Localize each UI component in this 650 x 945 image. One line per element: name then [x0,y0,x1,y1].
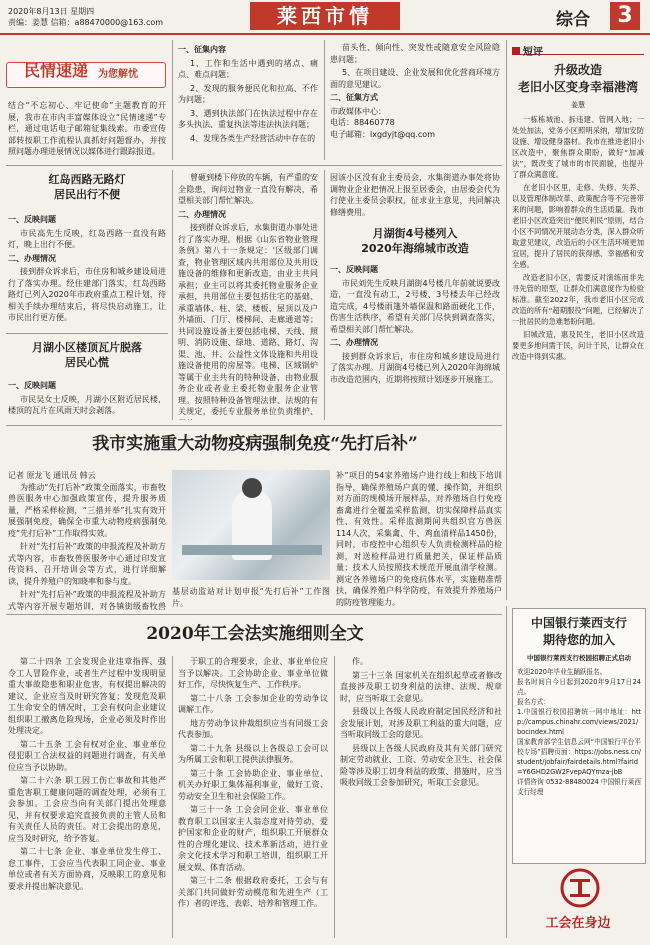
story2-sub2: 二、办理情况 [178,209,226,219]
collection-p3: 3、遇到执法部门在执法过程中存在多头执法、重复执法等违法执法问题； [178,108,318,129]
story1-title: 红岛西路无路灯 居民出行不便 [48,173,126,201]
story2-p2: 曾砸到楼下停放的车辆，有严重的安全隐患，询问过物业一直没有解决，希望相关部门帮忙解决。 [178,173,318,205]
main-story-title: 我市实施重大动物疫病强制免疫“先打后补” [92,434,418,454]
collection-p1: 1、工作和生活中遇到的堵点、痛点、难点问题； [178,58,318,79]
story2-body [8,378,166,419]
story1-p1: 市民高先生反映，红岛西路一直没有路灯，晚上出行不便。 [8,228,166,249]
union-logo-icon [560,868,600,908]
collection-p6: 5、在项目建设、企业发展和优化营商环境方面的意见建议。 [330,68,500,89]
collection-content [178,42,318,146]
photo-caption-2: 基层动监站对计划申报“先打后补” [172,587,304,596]
main-story-p2: 针对“先打后补”政策的申报流程及补助方式等内容，市畜牧兽医服务中心通过印发宣传资料、召开培训会等方式，进行详细解读，提升养殖户的知晓率和参与度。 [8,542,166,586]
story3-title: 月湖街4号楼列入 2020年海绵城市改造 [361,227,469,255]
law-art28: 第二十八条 工会参加企业的劳动争议调解工作。 [178,693,328,714]
law-art25: 第二十五条 工会有权对企业、事业单位侵犯职工合法权益的问题进行调查，有关单位应当予以协助。 [8,739,166,772]
law-c2p3: 地方劳动争议仲裁组织应当有同级工会代表参加。 [178,718,328,739]
photo-caption [172,586,330,609]
law-art27: 第二十七条 企业、事业单位发生停工、怠工事件，工会应当代表职工同企业、事业单位或者有关方面协商，反映职工的意见和要求并提出解决意见。 [8,847,166,891]
law-art26: 第二十六条 职工因工伤亡事故和其他严重危害职工健康问题的调查处理，必须有工会参加。工会应当向有关部门提出处理意见，并有权要求追究直接负责的主管人员和有关责任人员的责任。对工会提出的意见，应当及时研究，给予答复。 [8,776,166,843]
commentary-p2: 在老旧小区里，走修、失修、失养、以及管理体制改革、政策配合等不完善带来的问题，影响着群众的生活质量。我市老旧小区改造突出“便民利民”原则，结合小区不同情况开展动态分类，深入群众听取意见建议，改造后的小区生活环境更加宜居，提升了居民的获得感、幸福感和安全感。 [512,183,644,269]
law-art31: 第三十一条 工会会同企业、事业单位教育职工以国家主人翁态度对待劳动，爱护国家和企业的财产，组织职工开展群众性的合理化建议、技术革新活动，进行业余文化技术学习和职工培训，组织职工开展文娱、体育活动。 [178,805,328,872]
story3-body [330,262,500,420]
commentary-p3: 改造老旧小区，需要反对演练而非先寻先管的原型，让群众们满意度作为检验标准。截至2022年，我市老旧小区完成改造的所有“超期服役”问题，已经解决了一批居民的急难愁盼问题。 [512,273,644,326]
story2-sub1: 一、反映问题 [8,381,56,390]
law-title: 2020年工会法实施细则全文 [146,624,364,644]
page-number: 3 [610,2,640,30]
story1-sub1: 一、反映问题 [8,215,56,224]
bank-ad-subtitle: 中国银行莱西支行校园招聘正式启动 [527,654,631,662]
collection-p2: 2、发现的服务便民化和拉高、不作为问题； [178,83,318,104]
law-art33: 第三十三条 国家机关在组织起草或者修改直接涉及职工切身利益的法律、法规、规章时，应当听取工会意见。 [340,670,502,703]
law-c2p1: 于职工的合理要求，企业、事业单位应当予以解决。工会协助企业、事业单位做好工作，尽快恢复生产、工作秩序。 [178,657,328,689]
law-art32: 第三十二条 根据政府委托，工会与有关部门共同做好劳动模范和先进生产（工作）者的评选、表彰、培养和管理工作。 [178,876,328,908]
law-c3p3: 县级以上各级人民政府制定国民经济和社会发展计划，对涉及职工利益的重大问题，应当听取同级工会的意见。 [340,707,502,739]
commentary-body [512,114,644,598]
banner-title: 民情速递 [24,61,89,80]
law-c3p1: 作。 [352,657,368,666]
union-slogan: 工会在身边 [545,916,611,931]
story3-p1: 市民刘先生反映月湖街4号楼几年前就说要改造，一直没有动工，2号楼、3号楼去年已经改造完成，4号楼雨篷外墙保温和路面硬化工作，伤害生活秩序，希望有关部门尽快到调查落实，希望相关部门帮忙解决。 [330,278,500,334]
commentary-author: 姜慧 [571,101,585,109]
bank-ad-p6: 详情咨询 0532-88480024 中国银行莱西支行经理 [517,778,641,796]
commentary-tag: 短评 [523,47,543,58]
collection-sub1: 一、征集内容 [178,45,226,54]
story1-p2: 接到群众诉求后，市住房和城乡建设局进行了落实办理。经住建部门落实，红岛西路路灯已列入2020年市政府重点工程计划，待相关手续办理结束后，将尽快启动施工，让市民出行更方便。 [8,267,166,322]
masthead-box [250,2,400,30]
main-story-byline: 记者 原龙飞 通讯员 韩云 [8,471,96,480]
commentary-tag-bar [512,40,644,58]
bank-ad-p5: 国家教育部学生信息云网“中国银行平台平校专场”招聘页面：https://jobs.ness.cn/student/jobfair/fairdetails.html?fairId=Y6GHD2GW2FvepAQYmza-jbB [517,738,641,776]
story3-sub1: 一、反映问题 [330,265,378,274]
bank-ad-title: 中国银行莱西支行 期待您的加入 [530,616,627,647]
story1-sub2: 二、办理情况 [8,253,56,263]
header-rule [0,33,650,35]
method-sub: 二、征集方式 [330,93,378,102]
masthead-title: 莱西市情 [277,4,373,28]
story2-title: 月湖小区楼顶瓦片脱落 居民心慌 [32,341,142,369]
email-address: lxgdyjt@qq.com [370,129,435,139]
commentary-title: 升级改造 老旧小区变身幸福港湾 [517,63,638,94]
bank-ad-body [513,667,645,797]
law-art24: 第二十四条 工会发现企业违章指挥、强令工人冒险作业，或者生产过程中发现明显重大事故隐患和职业危害，有权提出解决的建议，企业应当及时研究答复；发现危及职工生命安全的情况时，工会有权向企业建议组织职工撤离危险现场，企业必须及时作出处理决定。 [8,657,166,735]
bank-ad [512,608,646,864]
media-center-label: 市政媒体中心： [330,106,386,116]
collection-method [330,42,500,140]
bank-ad-p2: 报名时间自今日起到2020年9月17日24点。 [517,678,641,696]
lab-photo [172,470,330,580]
bank-ad-p3: 报名方式： [517,698,550,706]
issue-date: 2020年8月13日 星期四 [8,7,95,16]
banner-subtitle: 为您解忧 [98,69,138,80]
commentary-p1: 一栋栋城池、拆违建、管网入地；一处处加法，党务小区照明采纳，增加安防设施、增设健身器材。我市在推进老旧小区改造中，聚焦群众期盼，做好“加减法”，既改变了城市的市民面貌，也提升了群众满意度。 [512,115,644,179]
collection-p5: 苗头性、倾向性、突发性或随意安全风险隐患问题； [330,43,500,64]
law-col1 [8,656,166,938]
email-label: 电子邮箱： [330,129,370,139]
main-story-col3: 补”项目的54家养殖场户进行线上和线下培训指导，确保养殖场户真的懂、操作简，并组织对方面的规模场开展样品，对养殖场自行免疫畜禽进行全覆盖采样监测，切实保障样品真实性、有效性。采样监测期间共组织官方兽医114人次，采集禽、牛、鸡血清样品1450份，同时，市疫控中心组织专人负责检测样品的检测，对送检样品进行质量把关，保证样品质量；技术人员按照技术规范开展血清学检测。测定各养殖场户的免疫抗体水平，实施精准帮扶，确保养殖户科学防疫，有效提升养殖场户的防疫管理能力。 [336,471,502,607]
main-story-p1: 为推动“先打后补”政策全面落实，市畜牧兽医服务中心加强政策宣传，提升服务质量，严格采样检测，“三措并举”扎实有效开展强制免疫，确保全市重大动物疫病强制免疫“先打后补”工作取得实效。 [8,482,166,538]
law-art29: 第二十九条 县级以上各级总工会可以为所属工会和职工提供法律服务。 [178,743,328,764]
phone-number: 88460778 [354,118,395,127]
story2-p3: 接到群众诉求后，水集街道办事处进行了落实办理。根据《山东省物业管理条例》第八十一条规定：'区级部门调查，物业管理区域内共用部位及共用设施设备的维修和更新改造，由业主共同承担；业主可以将其委托物业服务企业承担，共用部位主要包括住宅的基础、承重墙体、柱、梁、楼板、屋顶以及户外墙面、门厅、楼梯间、走廊通道等；共同设施设备主要包括电梯、天线、照明、消防设施、绿地、道路、路灯、沟渠、池、井、公益性文体设施和共用设施设备使用的房屋等。电梯、区域锅炉等属于业主共有的特种设备，由物业服务企业或者业主委托物业服务企业管理。按照特种设备管理法律、法规的有关规定，委托专业服务单位负责维护、 [178,223,318,416]
law-col3 [340,656,502,938]
story2-p1: 市民吴女士反映，月湖小区附近居民楼，楼顶的瓦片在风雨天时会剥落。 [8,394,166,415]
story3-lead: 因该小区没有业主委员会，水集街道办事处将协调物业企业把情况上报至居委会，由居委会代为行使业主委员会职权，征求业主意见，共同解决修缮费用。 [330,173,500,217]
law-c3p4: 县级以上各级人民政府及其有关部门研究制定劳动就业、工资、劳动安全卫生、社会保险等涉及职工切身利益的政策、措施时，应当吸收同级工会参加研究，听取工会意见。 [340,743,502,787]
story3-p2: 接到群众诉求后，市住房和城乡建设局进行了落实办理。月湖街4号楼已列入2020年海绵城市改造范围内，近期将按照计划逐步开展施工。 [330,351,500,384]
editor-info: 责编：姜慧 信箱：a88470000@163.com [8,18,164,27]
phone-label: 电话： [330,118,354,127]
story2-continued [178,172,318,420]
banner [6,44,166,90]
main-story-p3: 针对“先打后补”政策的申报流程及补助方式等内容开展专题培训，对各镇街级畜牧兽 [8,590,166,610]
law-art30: 第三十条 工会协助企业、事业单位、机关办好职工集体福利事业，做好工资、劳动安全卫生和社会保险工作。 [178,768,328,801]
story3-sub2: 二、办理情况 [330,338,378,347]
intro-text: 结合“不忘初心、牢记使命”主题教育的开展，我市在市内丰富媒体设立“民情速递”专栏，通过电话电子邮箱征集线索。市委宣传部转按职工作流程认真抓好问题督办，并按照问题办理进展情况以媒体进行跟踪报道。 [8,101,166,156]
bank-ad-p4: 1.中国银行校园招聘统一网申地址：http://campus.chinahr.com/views/2021/bocindex.html [517,708,641,736]
bank-ad-p1: 欢迎2020年毕业生踊跃报名。 [517,668,607,676]
law-col2 [178,656,328,938]
collection-p4: 4、发现各类生产经营活动中存在的 [190,133,316,143]
photo-caption-1: 工作图片。 [172,587,331,608]
main-story-col1 [8,470,166,610]
section-name: 综合 [556,10,590,30]
commentary-p4: 旧城改造，惠及民生，老旧小区改造要更多地问需于民，问计于民，让群众在改造中得到实惠。 [512,330,644,361]
story1-body [8,212,166,326]
